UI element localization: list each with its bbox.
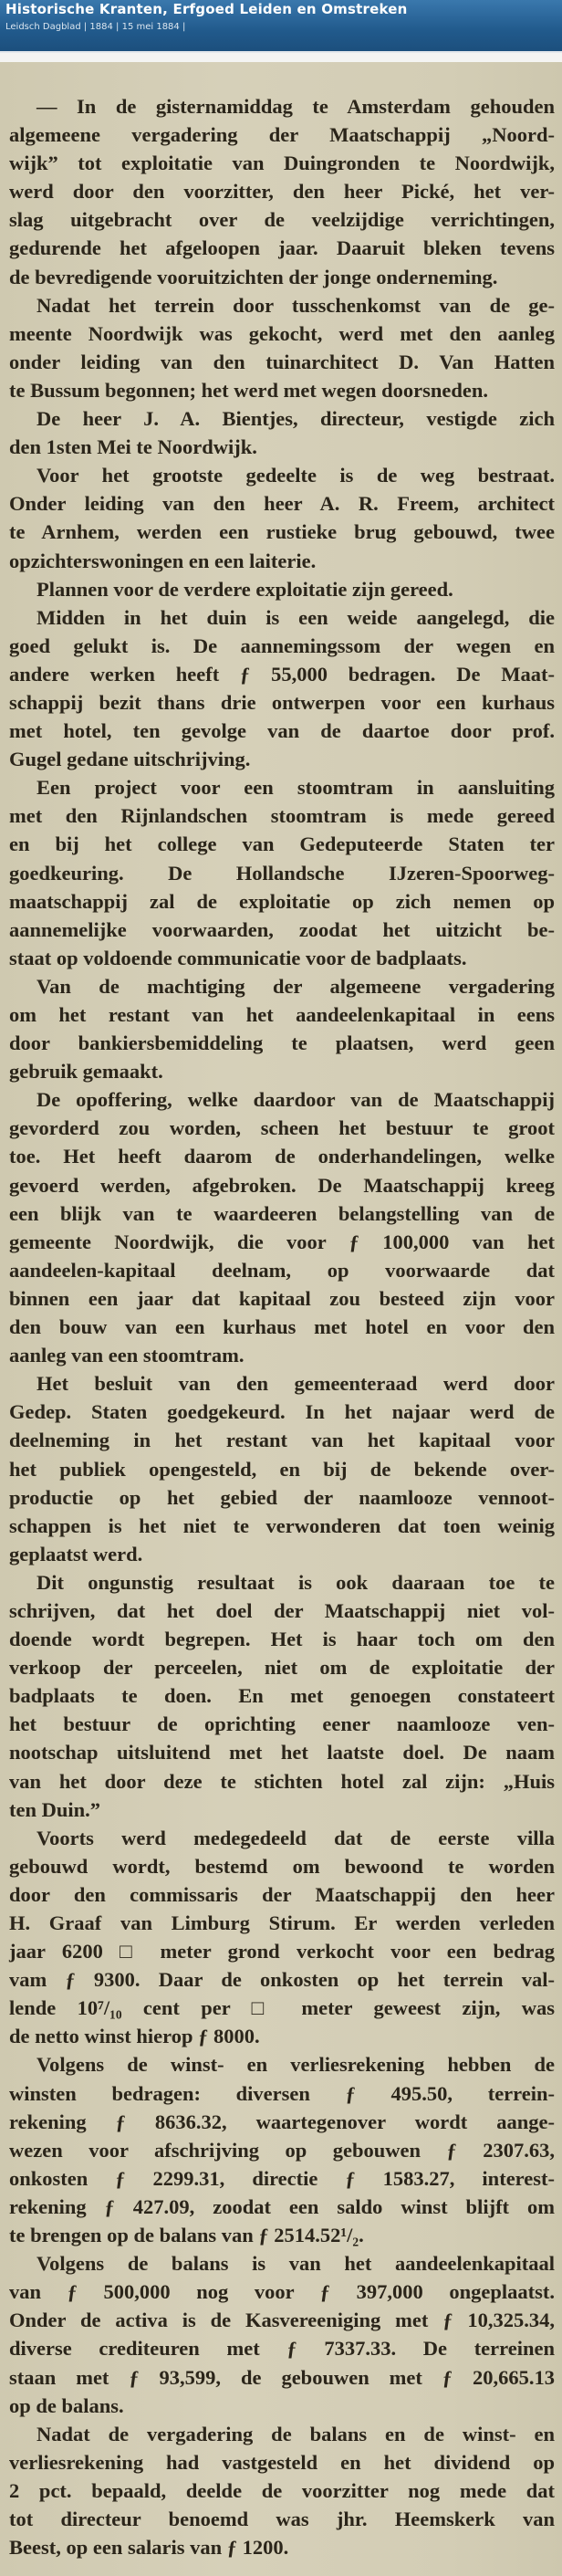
text-line: andere werken heeft ƒ 55,000 bedragen. De Maat- <box>9 662 555 686</box>
text-line: rekening ƒ 427.09, zoodat een saldo winst blijft om <box>9 2194 555 2218</box>
text-line: opzichterswoningen en een laiterie. <box>9 549 317 572</box>
text-line: Dit ongunstig resultaat is ook daaraan toe te <box>36 1570 555 1594</box>
text-line: winsten bedragen: diversen ƒ 495.50, terrein- <box>9 2081 555 2105</box>
text-line: Een project voor een stoomtram in aansluiting <box>36 776 555 800</box>
text-line: werd door den voorzitter, den heer Pické, het ver- <box>9 180 555 204</box>
text-line: Beest, op een salaris van ƒ 1200. <box>9 2536 289 2560</box>
text-line: algemeene vergadering der Maatschappij „Noord- <box>9 123 555 147</box>
text-line: het publiek opengesteld, en bij de bekende over- <box>9 1457 555 1481</box>
breadcrumb: Leidsch Dagblad | 1884 | 15 mei 1884 | <box>5 22 186 32</box>
text-line: Gugel gedane uitschrijving. <box>9 748 251 771</box>
text-line: met den Rijnlandschen stoomtram is mede gereed <box>9 804 555 828</box>
text-line: De heer J. A. Bientjes, directeur, vestigde zich <box>36 407 555 431</box>
text-line: Onder de activa is de Kasvereeniging met ƒ 10,325.34, <box>9 2309 555 2332</box>
text-line: tot directeur benoemd was jhr. Heemskerk van <box>9 2507 555 2530</box>
text-line: toe. Het heeft daarom de onderhandelingen, welke <box>9 1145 555 1168</box>
text-line: aannemelijke voorwaarden, zoodat het uitzicht be- <box>9 917 555 941</box>
text-line: den bouw van een kurhaus met hotel en voor den <box>9 1315 555 1339</box>
text-line: onkosten ƒ 2299.31, directie ƒ 1583.27, interest- <box>9 2166 555 2190</box>
text-line: schrijven, dat het doel der Maatschappij niet vol- <box>9 1598 555 1622</box>
article-paragraph <box>9 1568 555 1824</box>
text-line: gebruik gemaakt. <box>9 1060 163 1084</box>
site-title[interactable]: Historische Kranten, Erfgoed Leiden en Omstreken <box>5 1 408 17</box>
text-line: te Bussum begonnen; het werd met wegen doorsneden. <box>9 378 488 402</box>
text-line: lende 10⁷/₁₀ cent per □ meter geweest zijn, was <box>9 1996 555 2020</box>
text-line: schappen is het niet te verwonderen dat toen weinig <box>9 1513 555 1537</box>
text-line: — In de gisternamiddag te Amsterdam gehouden <box>36 95 555 118</box>
text-line: geplaatst werd. <box>9 1542 143 1565</box>
text-line: Van de machtiging der algemeene vergadering <box>36 974 555 998</box>
text-line: De opoffering, welke daardoor van de Maatschappij <box>36 1088 555 1112</box>
text-line: Plannen voor de verdere exploitatie zijn gereed. <box>36 577 453 601</box>
text-line: gedurende het afgeloopen jaar. Daaruit bleken tevens <box>9 236 555 260</box>
text-line: onder leiding van den tuinarchitect D. Van Hatten <box>9 350 555 373</box>
text-line: den 1sten Mei te Noordwijk. <box>9 435 257 459</box>
article-paragraph <box>9 773 555 972</box>
text-line: rekening ƒ 8636.32, waartegenover wordt aange- <box>9 2110 555 2133</box>
text-line: Midden in het duin is een weide aangelegd, die <box>36 605 555 629</box>
text-line: Het besluit van den gemeenteraad werd door <box>36 1372 555 1396</box>
text-line: 2 pct. bepaald, deelde de voorzitter nog mede dat <box>9 2478 555 2502</box>
text-line: maatschappij zal de exploitatie op zich nemen op <box>9 889 555 913</box>
text-line: slag uitgebracht over de veelzijdige verrichtingen, <box>9 208 555 232</box>
article-paragraph <box>9 1824 555 2051</box>
text-line: meente Noordwijk was gekocht, werd met den aanleg <box>9 321 555 345</box>
text-line: diverse crediteuren met ƒ 7337.33. De terreinen <box>9 2337 555 2361</box>
text-line: gevorderd zou worden, scheen het bestuur te groot <box>9 1116 555 1140</box>
text-line: staat op voldoende communicatie voor de badplaats. <box>9 946 467 969</box>
text-line: aanleg van een stoomtram. <box>9 1344 245 1367</box>
text-line: gemeente Noordwijk, die voor ƒ 100,000 van het <box>9 1230 555 1253</box>
text-line: Onder leiding van den heer A. R. Freem, architect <box>9 492 555 516</box>
text-line: staan met ƒ 93,599, de gebouwen met ƒ 20,665.13 <box>9 2365 555 2389</box>
text-line: te Arnhem, werden een rustieke brug gebouwd, twee <box>9 520 555 544</box>
text-line: Nadat de vergadering de balans en de winst- en <box>36 2422 555 2445</box>
text-line: te brengen op de balans van ƒ 2514.52¹/₂. <box>9 2224 364 2247</box>
text-line: verkoop der perceelen, niet om de exploitatie der <box>9 1656 555 1680</box>
text-line: Voor het grootste gedeelte is de weg bestraat. <box>36 464 555 487</box>
text-line: jaar 6200 □ meter grond verkocht voor een bedrag <box>9 1940 555 1963</box>
text-line: doende wordt begrepen. Het is haar toch om den <box>9 1628 555 1651</box>
text-line: de netto winst hierop ƒ 8000. <box>9 2025 260 2048</box>
text-line: Nadat het terrein door tusschenkomst van de ge- <box>36 293 555 317</box>
article-paragraph <box>9 1369 555 1568</box>
text-line: aandeelen-kapitaal deelnam, op voorwaarde dat <box>9 1258 555 1282</box>
text-line: nootschap uitsluitend met het laatste doel. De naam <box>9 1741 555 1764</box>
text-line: Volgens de balans is van het aandeelenkapitaal <box>36 2252 555 2276</box>
text-line: door bankiersbemiddeling te plaatsen, werd geen <box>9 1031 555 1055</box>
text-line: binnen een jaar dat kapitaal zou besteed zijn voor <box>9 1286 555 1310</box>
text-line: badplaats te doen. En met genoegen constateert <box>9 1684 555 1708</box>
text-line: Gedep. Staten goedgekeurd. In het najaar werd de <box>9 1400 555 1424</box>
article-paragraph <box>9 603 555 774</box>
article-paragraph <box>9 2249 555 2420</box>
text-line: met hotel, ten gevolge van de daartoe door prof. <box>9 719 555 743</box>
site-header <box>0 0 562 51</box>
article-text <box>9 92 555 2561</box>
article-paragraph <box>9 972 555 1085</box>
text-line: om het restant van het aandeelenkapitaal in eens <box>9 1003 555 1026</box>
article-paragraph <box>9 92 555 291</box>
article-paragraph <box>9 461 555 574</box>
text-line: productie op het gebied der naamlooze vennoot- <box>9 1485 555 1509</box>
text-line: verliesrekening had vastgesteld en het dividend op <box>9 2450 555 2474</box>
text-line: van ƒ 500,000 nog voor ƒ 397,000 ongeplaatst. <box>9 2280 555 2304</box>
text-line: een blijk van te waardeeren belangstelling van de <box>9 1201 555 1225</box>
text-line: gevoerd werden, afgebroken. De Maatschappij kreeg <box>9 1173 555 1197</box>
text-line: op de balans. <box>9 2393 124 2417</box>
text-line: vam ƒ 9300. Daar de onkosten op het terrein val- <box>9 1968 555 1992</box>
text-line: deelneming in het restant van het kapitaal voor <box>9 1429 555 1452</box>
text-line: en bij het college van Gedeputeerde Staten ter <box>9 832 555 856</box>
text-line: H. Graaf van Limburg Stirum. Er werden verleden <box>9 1911 555 1934</box>
article-paragraph <box>9 575 555 603</box>
article-paragraph <box>9 2420 555 2561</box>
text-line: Volgens de winst- en verliesrekening hebben de <box>36 2053 555 2077</box>
text-line: goedkeuring. De Hollandsche IJzeren-Spoorweg- <box>9 861 555 885</box>
text-line: wezen voor afschrijving op gebouwen ƒ 2307.63, <box>9 2138 555 2162</box>
text-line: de bevredigende vooruitzichten der jonge onderneming. <box>9 265 498 288</box>
article-paragraph <box>9 2050 555 2249</box>
text-line: door den commissaris der Maatschappij den heer <box>9 1882 555 1906</box>
text-line: het bestuur de oprichting eener naamlooze ven- <box>9 1712 555 1736</box>
article-paragraph <box>9 404 555 461</box>
text-line: van het door deze te stichten hotel zal zijn: „Huis <box>9 1769 555 1793</box>
text-line: goed gelukt is. De aannemingssom der wegen en <box>9 634 555 657</box>
article-paragraph <box>9 1085 555 1369</box>
article-paragraph <box>9 291 555 404</box>
text-line: ten Duin.” <box>9 1797 101 1821</box>
text-line: wijk” tot exploitatie van Duingronden te Noordwijk, <box>9 152 555 175</box>
text-line: schappij bezit thans drie ontwerpen voor een kurhaus <box>9 690 555 714</box>
text-line: Voorts werd medegedeeld dat de eerste villa <box>36 1826 555 1849</box>
text-line: gebouwd wordt, bestemd om bewoond te worden <box>9 1854 555 1878</box>
